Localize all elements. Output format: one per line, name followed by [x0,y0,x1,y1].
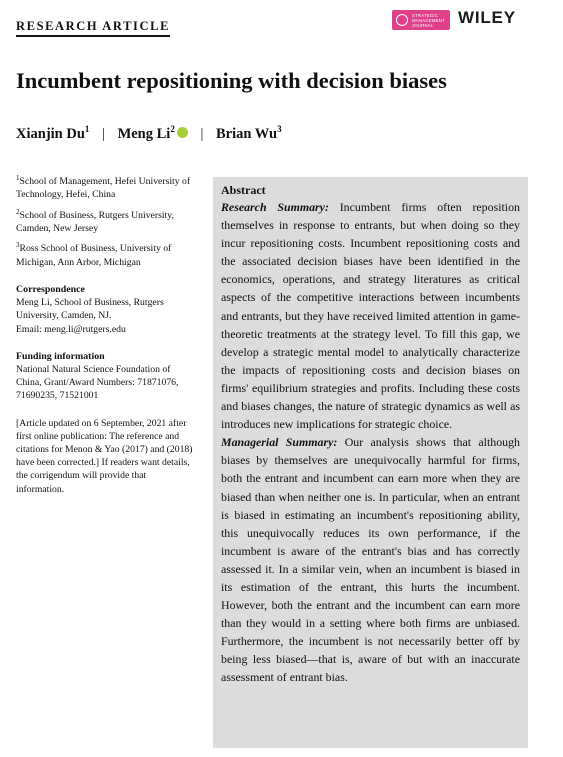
journal-logo-line: STRATEGIC [412,12,439,18]
research-summary-text: Incumbent firms often reposition themselves in response to entrants, but when doing so they incur repositioning costs. Incumbent repositioning costs and the associated decision biases have been identified in the economics, operations, and strategy literatures as critical aspects of the competitive interactions between incumbents and entrants, but they have received limited attention in game-theoretic treatments at the strategy level. To fill this gap, we develop a strategic mental model to analytically characterize the impacts of repositioning costs and decision biases on firms' equilibrium strategies and profits. Including these costs and biases changes, the nature of strategic dynamics as well as introduces new implications for strategic choice. [221,200,520,432]
abstract-box [213,177,528,748]
author-name[interactable]: Xianjin Du$^1$ [16,124,90,142]
affiliation: $^3$Ross School of Business, University of Michigan, Ann Arbor, Michigan [16,241,172,268]
funding-heading: Funding information [16,350,105,362]
affiliation: $^2$School of Business, Rutgers University, Camden, New Jersey [16,207,174,235]
managerial-summary-text: Our analysis shows that although biases by themselves are unequivocally harmful for firms, both the entrant and incumbent can earn more when they are biased than when neither one is. In particular, when an entrant is biased in estimating an incumbent's repositioning ability, this unequivocally reduces its own performance, if the incumbent is aware of the entrant's bias and has correctly assessed it. In a similar vein, when an incumbent is biased in its estimation of the entrant, this hurts the incumbent. However, both the entrant and the incumbent can earn more than they would in a setting where both firms are unbiased. Furthermore, the incumbent is not necessarily better off by being less biased—that is, aware of but with an inaccurate assessment of entrant bias. [221,435,520,685]
correspondence-body: Meng Li, School of Business, Rutgers University, Camden, NJ. [16,297,164,322]
orcid-icon[interactable] [177,127,188,138]
journal-logo [392,10,450,30]
research-summary [221,198,520,433]
publisher-logo: WILEY [458,8,516,27]
correspondence-heading: Correspondence [16,283,85,295]
abstract-heading: Abstract [221,183,266,197]
correspondence [16,283,196,336]
article-title: Incumbent repositioning with decision biases [16,68,447,93]
managerial-summary-label: Managerial Summary: [221,435,338,450]
affiliation: $^1$School of Management, Hefei University of Technology, Hefei, China [16,174,191,201]
author-separator: | [200,125,204,142]
affiliations [16,172,196,269]
journal-logo-line: JOURNAL [412,22,434,28]
article-type-label: RESEARCH ARTICLE [16,19,170,37]
author-separator: | [102,125,105,142]
update-note: [Article updated on 6 September, 2021 after first online publication: The reference and citations for Menon & Yao (2017) and (2018) have been corrected.] If readers want details, the corrigendum will provide that information. [16,417,193,495]
correspondence-email[interactable]: Email: meng.li@rutgers.edu [16,323,126,335]
managerial-summary [221,433,520,686]
author-name[interactable]: Brian Wu$^3$ [215,124,282,142]
research-summary-label: Research Summary: [221,200,329,214]
funding-body: National Natural Science Foundation of China, Grant/Award Numbers: 71871076, 71690235, 71521001 [16,363,179,402]
author-name[interactable]: Meng Li$^2$ [118,126,188,142]
article-info-column [16,172,196,510]
author-list [16,124,282,143]
journal-logo-line: MANAGEMENT [412,17,445,23]
funding-information [16,350,196,403]
journal-logo-icon [396,14,408,26]
